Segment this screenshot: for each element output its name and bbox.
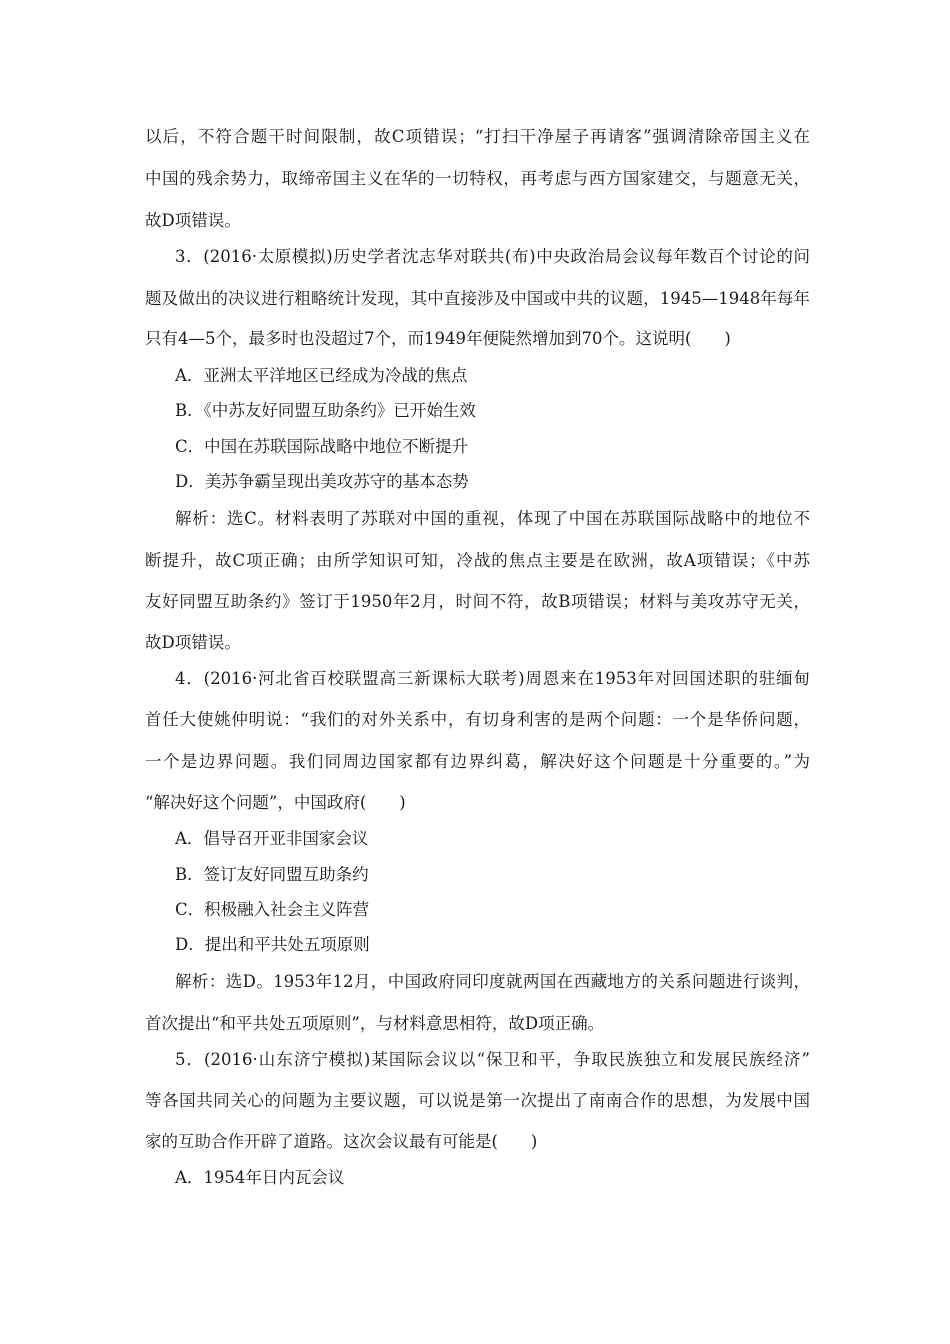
q3-stem-line-3: 只有4—5个，最多时也没超过7个，而1949年便陡然增加到70个。这说明( ) [145, 329, 731, 348]
continuation-line-2: 中国的残余势力，取缔帝国主义在华的一切特权，再考虑与西方国家建交，与题意无关， [145, 169, 810, 188]
q4-stem-line-2: 首任大使姚仲明说：“我们的对外关系中，有切身利害的是两个问题：一个是华侨问题， [145, 710, 810, 729]
q3-option-c: C．中国在苏联国际战略中地位不断提升 [175, 437, 469, 456]
q5-stem-line-3: 家的互助合作开辟了道路。这次会议最有可能是( ) [145, 1132, 538, 1151]
q3-stem-line-2: 题及做出的决议进行粗略统计发现，其中直接涉及中国或中共的议题，1945—1948年每年 [145, 289, 810, 308]
continuation-line-1: 以后，不符合题干时间限制，故C项错误；“打扫干净屋子再请客”强调清除帝国主义在 [145, 127, 810, 146]
q4-stem-line-3: 一个是边界问题。我们同周边国家都有边界纠葛，解决好这个问题是十分重要的。”为 [145, 752, 810, 771]
q4-option-a: A．倡导召开亚非国家会议 [175, 829, 369, 848]
continuation-line-3: 故D项错误。 [145, 211, 241, 230]
q5-stem-line-1: 5．(2016·山东济宁模拟)某国际会议以“保卫和平，争取民族独立和发展民族经济” [175, 1050, 810, 1069]
q3-option-a: A．亚洲太平洋地区已经成为冷战的焦点 [175, 366, 468, 385]
q3-analysis-line-3: 友好同盟互助条约》签订于1950年2月，时间不符，故B项错误；材料与美攻苏守无关， [145, 592, 810, 611]
q4-stem-line-1: 4．(2016·河北省百校联盟高三新课标大联考)周恩来在1953年对回国述职的驻缅甸 [175, 669, 810, 688]
q4-stem-line-4: “解决好这个问题”，中国政府( ) [145, 793, 406, 812]
q3-analysis-line-4: 故D项错误。 [145, 633, 241, 652]
q3-stem-line-1: 3．(2016·太原模拟)历史学者沈志华对联共(布)中央政治局会议每年数百个讨论的问 [175, 247, 810, 266]
q3-analysis-line-2: 断提升，故C项正确；由所学知识可知，冷战的焦点主要是在欧洲，故A项错误；《中苏 [145, 551, 810, 570]
q4-analysis-line-2: 首次提出“和平共处五项原则”，与材料意思相符，故D项正确。 [145, 1014, 605, 1033]
q4-option-d: D．提出和平共处五项原则 [175, 935, 370, 954]
q3-option-d: D．美苏争霸呈现出美攻苏守的基本态势 [175, 472, 469, 491]
q3-option-b: B．《中苏友好同盟互助条约》已开始生效 [175, 401, 476, 420]
q5-option-a: A．1954年日内瓦会议 [175, 1168, 345, 1187]
q4-option-b: B．签订友好同盟互助条约 [175, 865, 369, 884]
q5-stem-line-2: 等各国共同关心的问题为主要议题，可以说是第一次提出了南南合作的思想，为发展中国 [145, 1091, 810, 1110]
q4-option-c: C．积极融入社会主义阵营 [175, 900, 370, 919]
q3-analysis-line-1: 解析：选C。材料表明了苏联对中国的重视，体现了中国在苏联国际战略中的地位不 [175, 509, 810, 528]
q4-analysis-line-1: 解析：选D。1953年12月，中国政府同印度就两国在西藏地方的关系问题进行谈判， [175, 972, 810, 991]
